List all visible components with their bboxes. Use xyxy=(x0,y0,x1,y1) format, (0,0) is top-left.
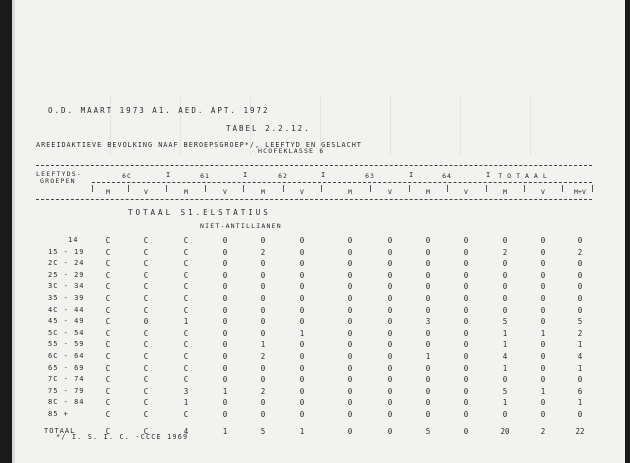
column-tick xyxy=(283,185,284,192)
table-cell: 2 xyxy=(540,426,546,436)
table-cell: 5 xyxy=(502,386,508,396)
group-header-1: 61 xyxy=(200,172,210,180)
table-cell: C xyxy=(143,398,149,408)
table-cell: 0 xyxy=(299,363,305,373)
table-cell: C xyxy=(105,305,111,315)
table-cell: 0 xyxy=(502,236,508,245)
table-cell: 1 xyxy=(577,398,583,408)
section-subtitle: NIET-ANTILLIANEN xyxy=(200,222,282,230)
table-cell: C xyxy=(143,375,149,385)
table-cell: 0 xyxy=(299,236,305,245)
group-header-4: 64 xyxy=(442,172,452,180)
scan-border-left xyxy=(0,0,12,463)
table-cell: 0 xyxy=(387,328,393,338)
table-cell: 5 xyxy=(577,317,583,327)
table-cell: 0 xyxy=(387,398,393,408)
table-cell: 0 xyxy=(260,328,266,338)
table-cell: C xyxy=(105,386,111,396)
table-cell: 5 xyxy=(502,317,508,327)
table-cell: 0 xyxy=(463,328,469,338)
table-cell: 5 xyxy=(260,426,266,436)
row-label: TOTAAL xyxy=(44,426,76,435)
row-label: 14 xyxy=(68,236,79,244)
table-cell: 1 xyxy=(183,398,189,408)
stub-header-1: LEEFTYDS- xyxy=(36,170,83,178)
table-cell: 0 xyxy=(347,386,353,396)
table-cell: 0 xyxy=(347,340,353,350)
group-separator: I xyxy=(486,171,491,179)
table-cell: C xyxy=(143,340,149,350)
table-cell: 2 xyxy=(260,352,266,361)
column-header-8: M xyxy=(426,188,430,196)
table-cell: 0 xyxy=(540,305,546,315)
table-cell: 0 xyxy=(260,259,266,269)
table-cell: C xyxy=(105,236,111,245)
table-cell: 0 xyxy=(463,282,469,292)
group-separator: I xyxy=(321,171,326,179)
table-cell: 0 xyxy=(387,294,393,303)
table-cell: C xyxy=(105,247,111,257)
table-cell: 0 xyxy=(387,259,393,269)
column-tick xyxy=(409,185,410,192)
table-cell: 0 xyxy=(347,247,353,257)
table-cell: 0 xyxy=(347,398,353,408)
table-cell: 0 xyxy=(299,294,305,303)
table-cell: 0 xyxy=(387,410,393,419)
row-label: 65 - 69 xyxy=(48,363,85,372)
table-cell: 0 xyxy=(222,328,228,338)
table-cell: 0 xyxy=(502,305,508,315)
scan-border-right xyxy=(625,0,630,463)
mid-rule xyxy=(92,182,592,183)
table-cell: 0 xyxy=(299,282,305,292)
table-cell: 5 xyxy=(425,426,431,436)
table-cell: 0 xyxy=(463,236,469,245)
table-cell: 0 xyxy=(425,363,431,373)
table-cell: 0 xyxy=(540,398,546,408)
column-tick xyxy=(321,185,322,192)
table-cell: C xyxy=(143,294,149,303)
column-tick xyxy=(524,185,525,192)
table-cell: 0 xyxy=(387,270,393,280)
table-cell: 0 xyxy=(260,305,266,315)
table-cell: 3 xyxy=(425,317,431,327)
table-cell: 0 xyxy=(222,363,228,373)
table-cell: 0 xyxy=(577,270,583,280)
source-line: O.D. MAART 1973 A1. AED. APT. 1972 xyxy=(48,106,270,115)
row-label: 85 + xyxy=(48,410,69,418)
table-cell: 1 xyxy=(299,328,305,338)
row-label: 4C - 44 xyxy=(48,305,85,314)
table-cell: C xyxy=(183,352,189,361)
table-cell: 1 xyxy=(425,352,431,361)
table-cell: 4 xyxy=(577,352,583,361)
table-cell: 0 xyxy=(463,294,469,303)
table-cell: 0 xyxy=(387,282,393,292)
table-cell: 0 xyxy=(260,317,266,327)
table-cell: C xyxy=(105,259,111,269)
table-cell: 1 xyxy=(183,317,189,327)
column-header-9: V xyxy=(464,188,468,196)
table-cell: 0 xyxy=(425,340,431,350)
column-header-12: M+V xyxy=(574,188,586,196)
table-cell: C xyxy=(143,386,149,396)
table-cell: 0 xyxy=(463,352,469,361)
table-cell: 0 xyxy=(222,270,228,280)
table-cell: 0 xyxy=(540,236,546,245)
table-cell: 0 xyxy=(540,410,546,419)
table-cell: 0 xyxy=(502,410,508,419)
table-cell: C xyxy=(143,282,149,292)
row-label: 2C - 24 xyxy=(48,259,85,268)
table-cell: 0 xyxy=(222,410,228,419)
column-header-11: V xyxy=(541,188,545,196)
column-tick xyxy=(128,185,129,192)
table-cell: 2 xyxy=(260,386,266,396)
table-cell: C xyxy=(105,426,111,436)
table-cell: C xyxy=(105,294,111,303)
table-cell: 0 xyxy=(577,236,583,245)
table-cell: 0 xyxy=(540,375,546,385)
table-cell: 0 xyxy=(299,340,305,350)
table-cell: 0 xyxy=(463,305,469,315)
column-header-3: V xyxy=(223,188,227,196)
table-cell: 0 xyxy=(299,305,305,315)
table-cell: C xyxy=(143,236,149,245)
table-cell: 0 xyxy=(299,247,305,257)
table-cell: 6 xyxy=(577,386,583,396)
table-cell: 1 xyxy=(260,340,266,350)
table-cell: 0 xyxy=(347,270,353,280)
table-cell: 0 xyxy=(425,236,431,245)
table-cell: C xyxy=(143,410,149,419)
table-cell: 0 xyxy=(387,375,393,385)
row-label: 45 - 49 xyxy=(48,317,85,326)
column-header-6: M xyxy=(348,188,352,196)
table-cell: C xyxy=(143,328,149,338)
table-cell: 0 xyxy=(347,259,353,269)
table-cell: 0 xyxy=(299,270,305,280)
table-cell: 0 xyxy=(260,375,266,385)
column-tick xyxy=(92,185,93,192)
table-cell: 1 xyxy=(502,340,508,350)
group-separator: I xyxy=(409,171,414,179)
row-label: 7C - 74 xyxy=(48,375,85,384)
table-cell: 0 xyxy=(387,386,393,396)
column-tick xyxy=(592,185,593,192)
table-cell: 0 xyxy=(222,259,228,269)
table-cell: 4 xyxy=(502,352,508,361)
table-cell: 0 xyxy=(222,236,228,245)
table-cell: C xyxy=(183,410,189,419)
table-cell: 0 xyxy=(425,259,431,269)
table-cell: C xyxy=(105,352,111,361)
table-cell: 0 xyxy=(347,317,353,327)
table-cell: C xyxy=(183,247,189,257)
table-cell: 0 xyxy=(387,426,393,436)
table-cell: C xyxy=(183,363,189,373)
top-rule xyxy=(36,165,592,166)
table-cell: 0 xyxy=(425,247,431,257)
table-cell: C xyxy=(143,270,149,280)
table-cell: 0 xyxy=(463,375,469,385)
table-cell: 1 xyxy=(502,328,508,338)
table-cell: 0 xyxy=(540,247,546,257)
table-cell: 0 xyxy=(577,294,583,303)
row-label: 75 - 79 xyxy=(48,386,85,395)
table-cell: C xyxy=(105,317,111,327)
column-tick xyxy=(243,185,244,192)
table-cell: 1 xyxy=(577,340,583,350)
table-label: TABEL 2.2.12. xyxy=(226,124,311,133)
table-cell: C xyxy=(183,340,189,350)
table-cell: 0 xyxy=(502,259,508,269)
row-label: 5C - 54 xyxy=(48,328,85,337)
table-cell: 3 xyxy=(183,386,189,396)
table-cell: 0 xyxy=(540,259,546,269)
table-subtitle: HCOFEKLASSE 6 xyxy=(258,147,325,155)
table-cell: 0 xyxy=(463,247,469,257)
group-header-5: TOTAAL xyxy=(498,172,552,180)
table-cell: 0 xyxy=(299,410,305,419)
row-label: 6C - 64 xyxy=(48,352,85,360)
table-cell: 0 xyxy=(347,294,353,303)
table-cell: 20 xyxy=(500,426,510,436)
group-header-3: 63 xyxy=(365,172,375,180)
table-cell: C xyxy=(183,259,189,269)
table-cell: 0 xyxy=(425,305,431,315)
table-cell: C xyxy=(183,294,189,303)
table-cell: 0 xyxy=(502,270,508,280)
table-cell: 2 xyxy=(577,247,583,257)
table-cell: C xyxy=(183,375,189,385)
table-cell: 0 xyxy=(425,386,431,396)
table-cell: C xyxy=(105,410,111,419)
table-cell: 1 xyxy=(540,328,546,338)
column-tick xyxy=(370,185,371,192)
table-cell: 0 xyxy=(260,270,266,280)
column-tick xyxy=(562,185,563,192)
table-cell: 0 xyxy=(260,410,266,419)
table-cell: 0 xyxy=(347,328,353,338)
row-label: 55 - 59 xyxy=(48,340,85,349)
column-tick xyxy=(486,185,487,192)
table-cell: 0 xyxy=(347,410,353,419)
footnote: */ I. S. I. C. -CCCE 1969 xyxy=(56,433,189,441)
table-cell: 4 xyxy=(183,426,189,436)
table-cell: 0 xyxy=(463,426,469,436)
table-cell: C xyxy=(105,375,111,385)
table-cell: 0 xyxy=(463,270,469,280)
table-cell: 0 xyxy=(425,375,431,385)
table-cell: 0 xyxy=(463,259,469,269)
table-cell: C xyxy=(143,305,149,315)
page-edge xyxy=(12,0,15,463)
column-tick xyxy=(166,185,167,192)
table-cell: C xyxy=(105,282,111,292)
row-label: 35 - 39 xyxy=(48,294,85,302)
table-cell: 0 xyxy=(425,398,431,408)
table-cell: 2 xyxy=(260,247,266,257)
table-title: AREEIDAKTIEVE BEVOLKING NAAF BEROEPSGROEP*/, LEEFTYD EN GESLACHT xyxy=(36,141,362,149)
table-cell: C xyxy=(183,305,189,315)
row-label: 15 - 19 xyxy=(48,247,85,256)
column-tick xyxy=(205,185,206,192)
table-cell: 0 xyxy=(425,410,431,419)
table-cell: 0 xyxy=(260,398,266,408)
header-bottom-rule xyxy=(36,199,592,200)
table-cell: 0 xyxy=(387,236,393,245)
table-cell: 0 xyxy=(540,294,546,303)
table-cell: 0 xyxy=(222,247,228,257)
table-cell: 2 xyxy=(502,247,508,257)
table-cell: 0 xyxy=(347,282,353,292)
table-cell: 0 xyxy=(577,375,583,385)
table-cell: 0 xyxy=(222,282,228,292)
table-cell: 0 xyxy=(387,363,393,373)
table-cell: 1 xyxy=(222,426,228,436)
table-cell: C xyxy=(183,236,189,245)
table-cell: C xyxy=(143,426,149,436)
column-header-7: V xyxy=(388,188,392,196)
column-tick xyxy=(447,185,448,192)
table-cell: C xyxy=(143,259,149,269)
table-cell: 0 xyxy=(540,282,546,292)
table-cell: 0 xyxy=(463,386,469,396)
table-cell: 0 xyxy=(540,317,546,327)
table-cell: C xyxy=(105,363,111,373)
table-cell: C xyxy=(105,398,111,408)
table-cell: 0 xyxy=(347,375,353,385)
table-cell: C xyxy=(105,328,111,338)
table-cell: 2 xyxy=(577,328,583,338)
column-header-0: M xyxy=(106,188,110,196)
table-cell: 0 xyxy=(260,236,266,245)
table-cell: 0 xyxy=(222,375,228,385)
group-separator: I xyxy=(166,171,171,179)
table-cell: C xyxy=(183,328,189,338)
table-cell: 0 xyxy=(387,340,393,350)
table-cell: 1 xyxy=(299,426,305,436)
group-header-0: 6C xyxy=(122,172,132,180)
table-cell: 1 xyxy=(540,386,546,396)
table-cell: 0 xyxy=(577,282,583,292)
table-cell: 0 xyxy=(299,317,305,327)
table-cell: 0 xyxy=(540,340,546,350)
table-cell: 0 xyxy=(502,294,508,303)
table-cell: 0 xyxy=(540,363,546,373)
table-cell: 1 xyxy=(502,363,508,373)
column-header-1: V xyxy=(144,188,148,196)
table-cell: C xyxy=(105,340,111,350)
table-cell: 0 xyxy=(347,363,353,373)
table-cell: 0 xyxy=(299,352,305,361)
table-cell: 1 xyxy=(222,386,228,396)
table-cell: 1 xyxy=(577,363,583,373)
table-cell: 0 xyxy=(299,259,305,269)
table-cell: 0 xyxy=(463,363,469,373)
table-cell: 0 xyxy=(347,352,353,361)
table-cell: 0 xyxy=(347,236,353,245)
column-header-4: M xyxy=(261,188,265,196)
table-cell: 0 xyxy=(425,270,431,280)
table-cell: 0 xyxy=(347,426,353,436)
table-cell: 0 xyxy=(143,317,149,327)
table-cell: 0 xyxy=(577,259,583,269)
table-cell: 0 xyxy=(540,352,546,361)
table-cell: 0 xyxy=(463,410,469,419)
table-cell: 0 xyxy=(502,282,508,292)
table-cell: 0 xyxy=(387,317,393,327)
table-cell: 1 xyxy=(502,398,508,408)
row-label: 3C - 34 xyxy=(48,282,85,291)
stub-header-2: GROEPEN xyxy=(40,177,76,185)
table-cell: C xyxy=(183,270,189,280)
table-cell: 0 xyxy=(463,340,469,350)
table-cell: 0 xyxy=(502,375,508,385)
table-cell: 0 xyxy=(463,398,469,408)
table-cell: C xyxy=(183,282,189,292)
table-cell: 0 xyxy=(425,328,431,338)
table-cell: 0 xyxy=(387,305,393,315)
column-header-2: M xyxy=(184,188,188,196)
table-cell: 0 xyxy=(425,282,431,292)
table-cell: 0 xyxy=(387,352,393,361)
row-label: 25 - 29 xyxy=(48,270,85,279)
table-cell: 0 xyxy=(222,340,228,350)
table-cell: 0 xyxy=(260,363,266,373)
section-title: TOTAAL S1.ELSTATIUS xyxy=(128,208,271,217)
column-header-5: V xyxy=(300,188,304,196)
table-cell: 0 xyxy=(260,294,266,303)
table-cell: 0 xyxy=(299,375,305,385)
table-cell: C xyxy=(105,270,111,280)
table-cell: 0 xyxy=(222,352,228,361)
table-cell: 0 xyxy=(463,317,469,327)
table-cell: 0 xyxy=(299,386,305,396)
table-cell: 0 xyxy=(222,305,228,315)
table-cell: 0 xyxy=(222,294,228,303)
table-cell: 22 xyxy=(575,426,585,436)
row-label: 8C - 84 xyxy=(48,398,85,407)
table-cell: 0 xyxy=(222,317,228,327)
table-cell: 0 xyxy=(222,398,228,408)
table-cell: C xyxy=(143,247,149,257)
group-header-2: 62 xyxy=(278,172,288,180)
table-cell: 0 xyxy=(577,305,583,315)
table-cell: 0 xyxy=(425,294,431,303)
table-cell: 0 xyxy=(347,305,353,315)
table-cell: 0 xyxy=(299,398,305,408)
table-cell: 0 xyxy=(260,282,266,292)
group-separator: I xyxy=(243,171,248,179)
table-cell: 0 xyxy=(540,270,546,280)
column-header-10: M xyxy=(503,188,507,196)
table-cell: C xyxy=(143,352,149,361)
table-cell: 0 xyxy=(577,410,583,419)
table-cell: 0 xyxy=(387,247,393,257)
table-cell: C xyxy=(143,363,149,373)
